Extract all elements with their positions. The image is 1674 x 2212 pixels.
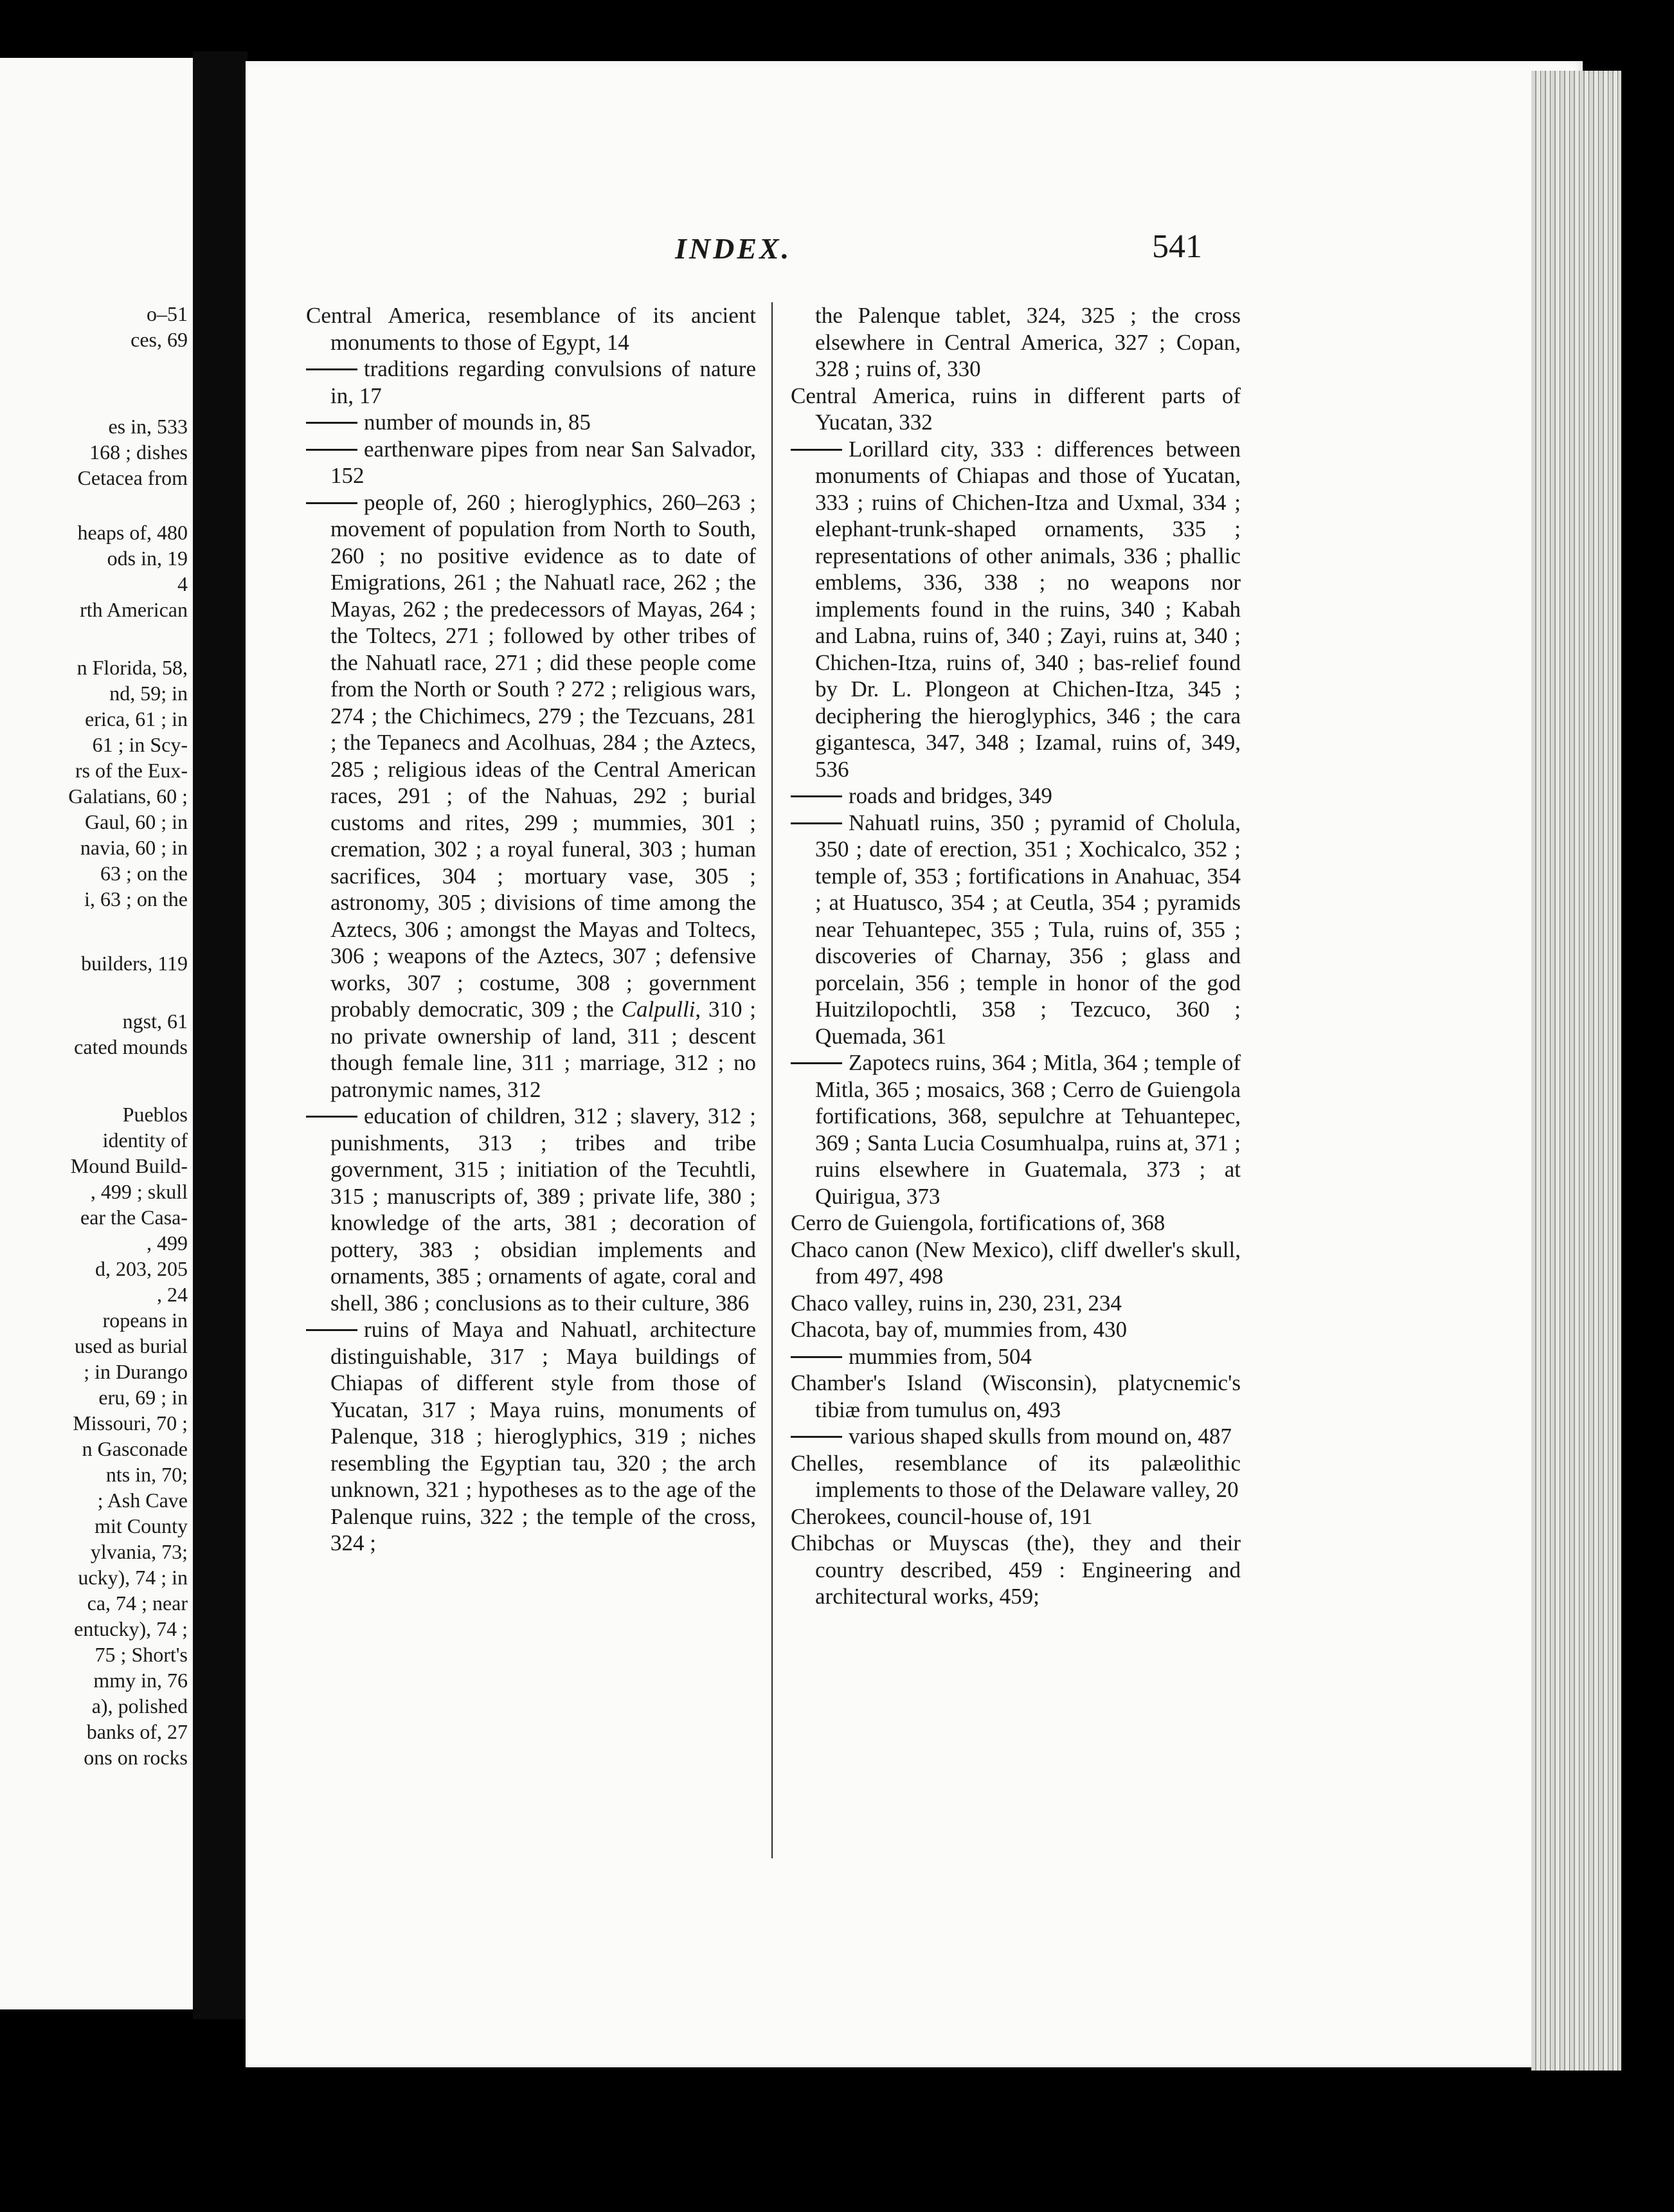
index-entry (791, 383, 1241, 436)
left-page-line: rs of the Eux- (75, 759, 188, 782)
index-column-right (791, 302, 1241, 1610)
left-page-line: Missouri, 70 ; (73, 1411, 188, 1435)
ditto-dash (306, 422, 357, 424)
ditto-dash (791, 1062, 842, 1064)
left-page-line: a), polished (91, 1694, 188, 1718)
index-entry (791, 1237, 1241, 1290)
index-subentry (791, 1049, 1241, 1210)
left-page-line: used as burial (75, 1334, 188, 1357)
entry-text: earthenware pipes from near San Salvador, 152 (330, 436, 756, 488)
index-entry (791, 1370, 1241, 1423)
index-entry (791, 1530, 1241, 1610)
ditto-dash (791, 1356, 842, 1358)
index-entry (791, 1210, 1241, 1237)
left-page-line: erica, 61 ; in (85, 707, 188, 730)
entry-text: Cherokees, council-house of, 191 (791, 1503, 1093, 1529)
left-page-line: ca, 74 ; near (87, 1591, 188, 1615)
entry-text: Central America, resemblance of its ancient monuments to those of Egypt, 14 (306, 303, 756, 355)
left-page-line: ons on rocks (84, 1746, 188, 1769)
entry-text: various shaped skulls from mound on, 487 (849, 1424, 1232, 1449)
index-entry (791, 1450, 1241, 1503)
index-subentry (791, 810, 1241, 1050)
left-page-line: 63 ; on the (100, 862, 188, 885)
ditto-dash (791, 822, 842, 824)
index-subentry (306, 1316, 756, 1557)
index-subentry (306, 489, 756, 1103)
entry-text: Chelles, resemblance of its palæolithic implements to those of the Delaware valley, 20 (791, 1450, 1241, 1502)
left-page-line: ces, 69 (130, 328, 188, 351)
index-subentry (791, 783, 1241, 810)
entry-text: Chibchas or Muyscas (the), they and their country described, 459 : Engineering and architectural works, 459; (791, 1530, 1241, 1609)
left-page-line: nd, 59; in (109, 682, 188, 705)
left-page-line: ngst, 61 (122, 1010, 188, 1033)
left-page-line: 75 ; Short's (94, 1643, 188, 1666)
entry-text: the Palenque tablet, 324, 325 ; the cross elsewhere in Central America, 327 ; Copan, 328 ; ruins of, 330 (815, 303, 1241, 381)
left-page-line: d, 203, 205 (95, 1257, 188, 1280)
entry-text: Chaco valley, ruins in, 230, 231, 234 (791, 1290, 1122, 1316)
left-page-line: ucky), 74 ; in (78, 1566, 188, 1589)
left-page-line: navia, 60 ; in (80, 836, 188, 859)
left-page-line: n Gasconade (82, 1437, 188, 1460)
index-entry (791, 1290, 1241, 1317)
left-page-line: i, 63 ; on the (84, 887, 188, 911)
entry-text: Lorillard city, 333 : differences between monuments of Chiapas and those of Yucatan, 333 ; ruins of Chichen-Itza and Uxmal, 334 ; elephant-trunk-shaped ornaments, 335 ; representations of other animals, 336 ; phallic emblems, 336, 338 ; no weapons nor implements found in the ruins, 340 ; Kabah and Labna, ruins of, 340 ; Zayi, ruins at, 340 ; Chichen-Itza, ruins of, 340 ; bas-relief found by Dr. L. Plongeon at Chichen-Itza, 345 ; deciphering the hieroglyphics, 346 ; the cara gigantesca, 347, 348 ; Izamal, ruins of, 349, 536 (815, 436, 1241, 782)
left-page-line: 4 (177, 572, 188, 595)
page-header (675, 228, 1202, 276)
left-page-line: Cetacea from (77, 466, 188, 489)
entry-text: Cerro de Guiengola, fortifications of, 368 (791, 1210, 1166, 1235)
left-page-line: rth American (80, 598, 188, 621)
left-page-line: ods in, 19 (107, 547, 188, 570)
index-subentry (306, 409, 756, 436)
ditto-dash (306, 368, 357, 370)
book-gutter (193, 51, 248, 2019)
ditto-dash (306, 1329, 357, 1331)
left-page-line: builders, 119 (81, 952, 188, 975)
left-page-line: Gaul, 60 ; in (85, 810, 188, 833)
entry-text: Chamber's Island (Wisconsin), platycnemic's tibiæ from tumulus on, 493 (791, 1370, 1241, 1422)
ditto-dash (791, 795, 842, 797)
left-page-line: ; Ash Cave (97, 1489, 188, 1512)
left-page-line: heaps of, 480 (77, 521, 188, 544)
left-page-line: Pueblos (122, 1103, 188, 1126)
left-page-line: , 499 ; skull (90, 1180, 188, 1203)
entry-text: Zapotecs ruins, 364 ; Mitla, 364 ; temple of Mitla, 365 ; mosaics, 368 ; Cerro de Guiengola fortifications, 368, sepulchre at Tehuantepec, 369 ; Santa Lucia Cosumhualpa, ruins at, 371 ; ruins elsewhere in Guatemala, 373 ; at Quirigua, 373 (815, 1050, 1241, 1209)
left-page-line: mmy in, 76 (93, 1669, 188, 1692)
ditto-dash (306, 502, 357, 504)
left-page-line: ylvania, 73; (90, 1540, 188, 1563)
entry-text: education of children, 312 ; slavery, 312 ; punishments, 313 ; tribes and tribe government, 315 ; initiation of the Tecuhtli, 315 ; manuscripts of, 389 ; private life, 380 ; knowledge of the arts, 381 ; decoration of pottery, 383 ; obsidian implements and ornaments, 385 ; ornaments of agate, coral and shell, 386 ; conclusions as to their culture, 386 (330, 1103, 756, 1316)
ditto-dash (791, 1436, 842, 1438)
left-page-line: entucky), 74 ; (74, 1617, 188, 1640)
left-page-line: identity of (102, 1129, 188, 1152)
left-page-line: , 24 (157, 1283, 188, 1306)
index-entry (791, 302, 1241, 383)
entry-text: Chaco canon (New Mexico), cliff dweller's skull, from 497, 498 (791, 1237, 1241, 1289)
entry-text: mummies from, 504 (849, 1343, 1032, 1369)
ditto-dash (306, 449, 357, 451)
left-page-line: ropeans in (102, 1309, 188, 1332)
left-page-line: o–51 (147, 302, 188, 325)
index-entry (791, 1316, 1241, 1343)
entry-text: Nahuatl ruins, 350 ; pyramid of Cholula, 350 ; date of erection, 351 ; Xochicalco, 352 ; temple of, 353 ; fortifications in Anahuac, 354 ; at Huatusco, 354 ; at Ceutla, 354 ; pyramids near Tehuantepec, 355 ; Tula, ruins of, 355 ; discoveries of Charnay, 356 ; glass and porcelain, 356 ; temple in honor of the god Huitzilopochtli, 358 ; Tezcuco, 360 ; Quemada, 361 (815, 810, 1241, 1049)
left-page-line: n Florida, 58, (76, 656, 188, 679)
left-page-line: ; in Durango (84, 1360, 188, 1383)
entry-text: number of mounds in, 85 (364, 410, 591, 435)
column-rule (771, 302, 773, 1858)
index-subentry (306, 1103, 756, 1316)
running-title: INDEX. (675, 232, 792, 265)
ditto-dash (791, 449, 842, 451)
left-page-line: eru, 69 ; in (98, 1386, 188, 1409)
entry-text: traditions regarding convulsions of nature in, 17 (330, 356, 756, 408)
left-page-line: cated mounds (74, 1035, 188, 1058)
left-page-line: es in, 533 (108, 415, 188, 438)
index-entry (791, 1503, 1241, 1530)
left-page-line: nts in, 70; (105, 1463, 188, 1486)
entry-text: people of, 260 ; hieroglyphics, 260–263 ; movement of population from North to South, 260 ; no positive evidence as to date of Emigrations, 261 ; the Nahuatl race, 262 ; the Mayas, 262 ; the predecessors of Mayas, 264 ; the Toltecs, 271 ; followed by other tribes of the Nahuatl race, 271 ; did these people come from the North or South ? 272 ; religious wars, 274 ; the Chichimecs, 279 ; the Tezcuans, 281 ; the Tepanecs and Acolhuas, 284 ; the Aztecs, 285 ; religious ideas of the Central American races, 291 ; of the Nahuas, 292 ; burial customs and rites, 299 ; mummies, 301 ; cremation, 302 ; a royal funeral, 303 ; human sacrifices, 304 ; mortuary vase, 305 ; astronomy, 305 ; divisions of time among the Aztecs, 306 ; amongst the Mayas and Toltecs, 306 ; weapons of the Aztecs, 307 ; defensive works, 307 ; costume, 308 ; government probably democratic, 309 ; the Calpulli, 310 ; no private ownership of land, 311 ; descent though female line, 311 ; marriage, 312 ; no patronymic names, 312 (330, 489, 756, 1102)
ditto-dash (306, 1116, 357, 1118)
left-page-line: , 499 (147, 1231, 188, 1255)
index-entry (306, 302, 756, 356)
left-page-line: Galatians, 60 ; (68, 784, 188, 808)
page-edges (1531, 71, 1621, 2071)
left-page-line: mit County (94, 1514, 188, 1537)
index-subentry (306, 356, 756, 409)
index-subentry (791, 1343, 1241, 1370)
index-column-left (306, 302, 756, 1557)
index-subentry (791, 436, 1241, 783)
left-page-line: 168 ; dishes (89, 440, 188, 464)
entry-text: Chacota, bay of, mummies from, 430 (791, 1317, 1127, 1342)
left-page-line: Mound Build- (70, 1154, 188, 1177)
index-subentry (306, 436, 756, 489)
left-page-line: banks of, 27 (86, 1720, 188, 1743)
entry-text: roads and bridges, 349 (849, 783, 1052, 808)
entry-text: ruins of Maya and Nahuatl, architecture distinguishable, 317 ; Maya buildings of Chiapas of different style from those of Yucatan, 317 ; Maya ruins, monuments of Palenque, 318 ; hieroglyphics, 319 ; niches resembling the Egyptian tau, 320 ; the arch unknown, 321 ; hypotheses as to the age of the Palenque ruins, 322 ; the temple of the cross, 324 ; (330, 1317, 756, 1555)
left-page-line: 61 ; in Scy- (92, 733, 188, 756)
left-facing-page (0, 58, 193, 2009)
index-subentry (791, 1423, 1241, 1450)
page-number: 541 (1152, 228, 1202, 265)
left-page-line: ear the Casa- (80, 1206, 188, 1229)
entry-text: Central America, ruins in different parts of Yucatan, 332 (791, 383, 1241, 435)
